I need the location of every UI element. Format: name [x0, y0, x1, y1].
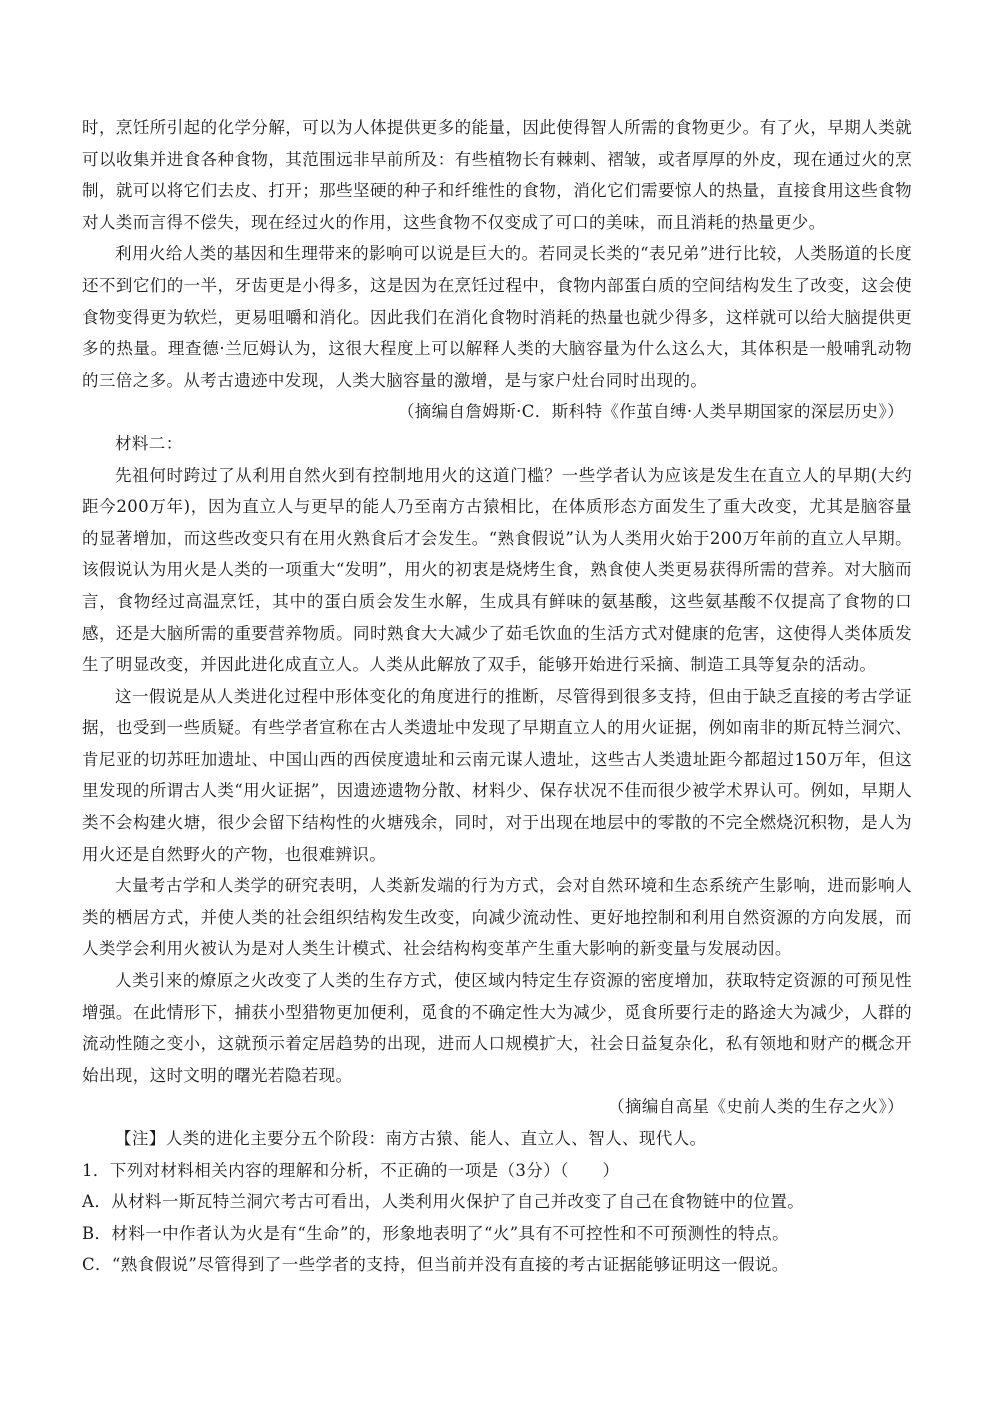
- footnote: 【注】人类的进化主要分五个阶段：南方古猿、能人、直立人、智人、现代人。: [115, 1129, 707, 1148]
- material2-paragraph-2: 这一假说是从人类进化过程中形体变化的角度进行的推断，尽管得到很多支持，但由于缺乏直接的考古学证据，也受到一些质疑。有些学者宣称在古人类遗址中发现了早期直立人的用火证据，例如南非的斯瓦特兰洞穴、肯尼亚的切苏旺加遗址、中国山西的西侯度遗址和云南元谋人遗址，这些古人类遗址距今都超过150万年，但这里发现的所谓古人类“用火证据”，因遗迹遗物分散、材料少、保存状况不佳而很少被学术界认可。例如，早期人类不会构建火塘，很少会留下结构性的火塘残余，同时，对于出现在地层中的零散的不完全燃烧沉积物，是人为用火还是自然野火的产物，也很难辨识。: [82, 686, 912, 864]
- source-citation-2: （摘编自高星《史前人类的生存之火》）: [608, 1097, 904, 1117]
- option-b: B．材料一中作者认为火是有“生命”的，形象地表明了“火”具有不可控性和不可预测性的特点。: [82, 1223, 789, 1243]
- option-c: C．“熟食假说”尽管得到了一些学者的支持，但当前并没有直接的考古证据能够证明这一假说。: [82, 1255, 789, 1275]
- material1-paragraph-1: 时，烹饪所引起的化学分解，可以为人体提供更多的能量，因此使得智人所需的食物更少。有了火，早期人类就可以收集并进食各种食物，其范围远非早前所及：有些植物长有棘刺、褶皱，或者厚厚的外皮，现在通过火的烹制，就可以将它们去皮、打开；那些坚硬的种子和纤维性的食物，消化它们需要惊人的热量，直接食用这些食物对人类而言得不偿失，现在经过火的作用，这些食物不仅变成了可口的美味，而且消耗的热量更少。: [82, 118, 912, 232]
- material2-paragraph-1: 先祖何时跨过了从利用自然火到有控制地用火的这道门槛？一些学者认为应该是发生在直立人的早期(大约距今200万年)，因为直立人与更早的能人乃至南方古猿相比，在体质形态方面发生了重大改变，尤其是脑容量的显著增加，而这些改变只有在用火熟食后才会发生。“熟食假说”认为人类用火始于200万年前的直立人早期。该假说认为用火是人类的一项重大“发明”，用火的初衷是烧烤生食，熟食使人类更易获得所需的营养。对大脑而言，食物经过高温烹饪，其中的蛋白质会发生水解，生成具有鲜味的氨基酸，这些氨基酸不仅提高了食物的口感，还是大脑所需的重要营养物质。同时熟食大大减少了茹毛饮血的生活方式对健康的危害，这使得人类体质发生了明显改变，并因此进化成直立人。人类从此解放了双手，能够开始进行采摘、制造工具等复杂的活动。: [82, 465, 912, 675]
- source-citation-1: （摘编自詹姆斯·C．斯科特《作茧自缚·人类早期国家的深层历史》）: [397, 402, 904, 422]
- material2-paragraph-4: 人类引来的燎原之火改变了人类的生存方式，使区域内特定生存资源的密度增加，获取特定资源的可预见性增强。在此情形下，捕获小型猎物更加便利，觅食的不确定性大为减少，觅食所要行走的路途大为减少，人群的流动性随之变小，这就预示着定居趋势的出现，进而人口规模扩大，社会日益复杂化，私有领地和财产的概念开始出现，这时文明的曙光若隐若现。: [82, 971, 912, 1085]
- question-stem: 1．下列对材料相关内容的理解和分析，不正确的一项是（3分）（ ）: [82, 1160, 620, 1180]
- material2-paragraph-3: 大量考古学和人类学的研究表明，人类新发端的行为方式，会对自然环境和生态系统产生影响，进而影响人类的栖居方式，并使人类的社会组织结构发生改变，向减少流动性、更好地控制和利用自然资源的方向发展，而人类学会利用火被认为是对人类生计模式、社会结构构变革产生重大影响的新变量与发展动因。: [82, 876, 912, 959]
- material1-paragraph-2: 利用火给人类的基因和生理带来的影响可以说是巨大的。若同灵长类的“表兄弟”进行比较，人类肠道的长度还不到它们的一半，牙齿更是小得多，这是因为在烹饪过程中，食物内部蛋白质的空间结构发生了改变，这会使食物变得更为软烂，更易咀嚼和消化。因此我们在消化食物时消耗的热量也就少得多，这样就可以给大脑提供更多的热量。理查德·兰厄姆认为，这很大程度上可以解释人类的大脑容量为什么这么大，其体积是一般哺乳动物的三倍之多。从考古遗迹中发现，人类大脑容量的激增，是与家户灶台同时出现的。: [82, 244, 912, 390]
- option-a: A．从材料一斯瓦特兰洞穴考古可看出，人类利用火保护了自己并改变了自己在食物链中的位置。: [82, 1192, 805, 1212]
- material2-label: 材料二：: [115, 433, 183, 453]
